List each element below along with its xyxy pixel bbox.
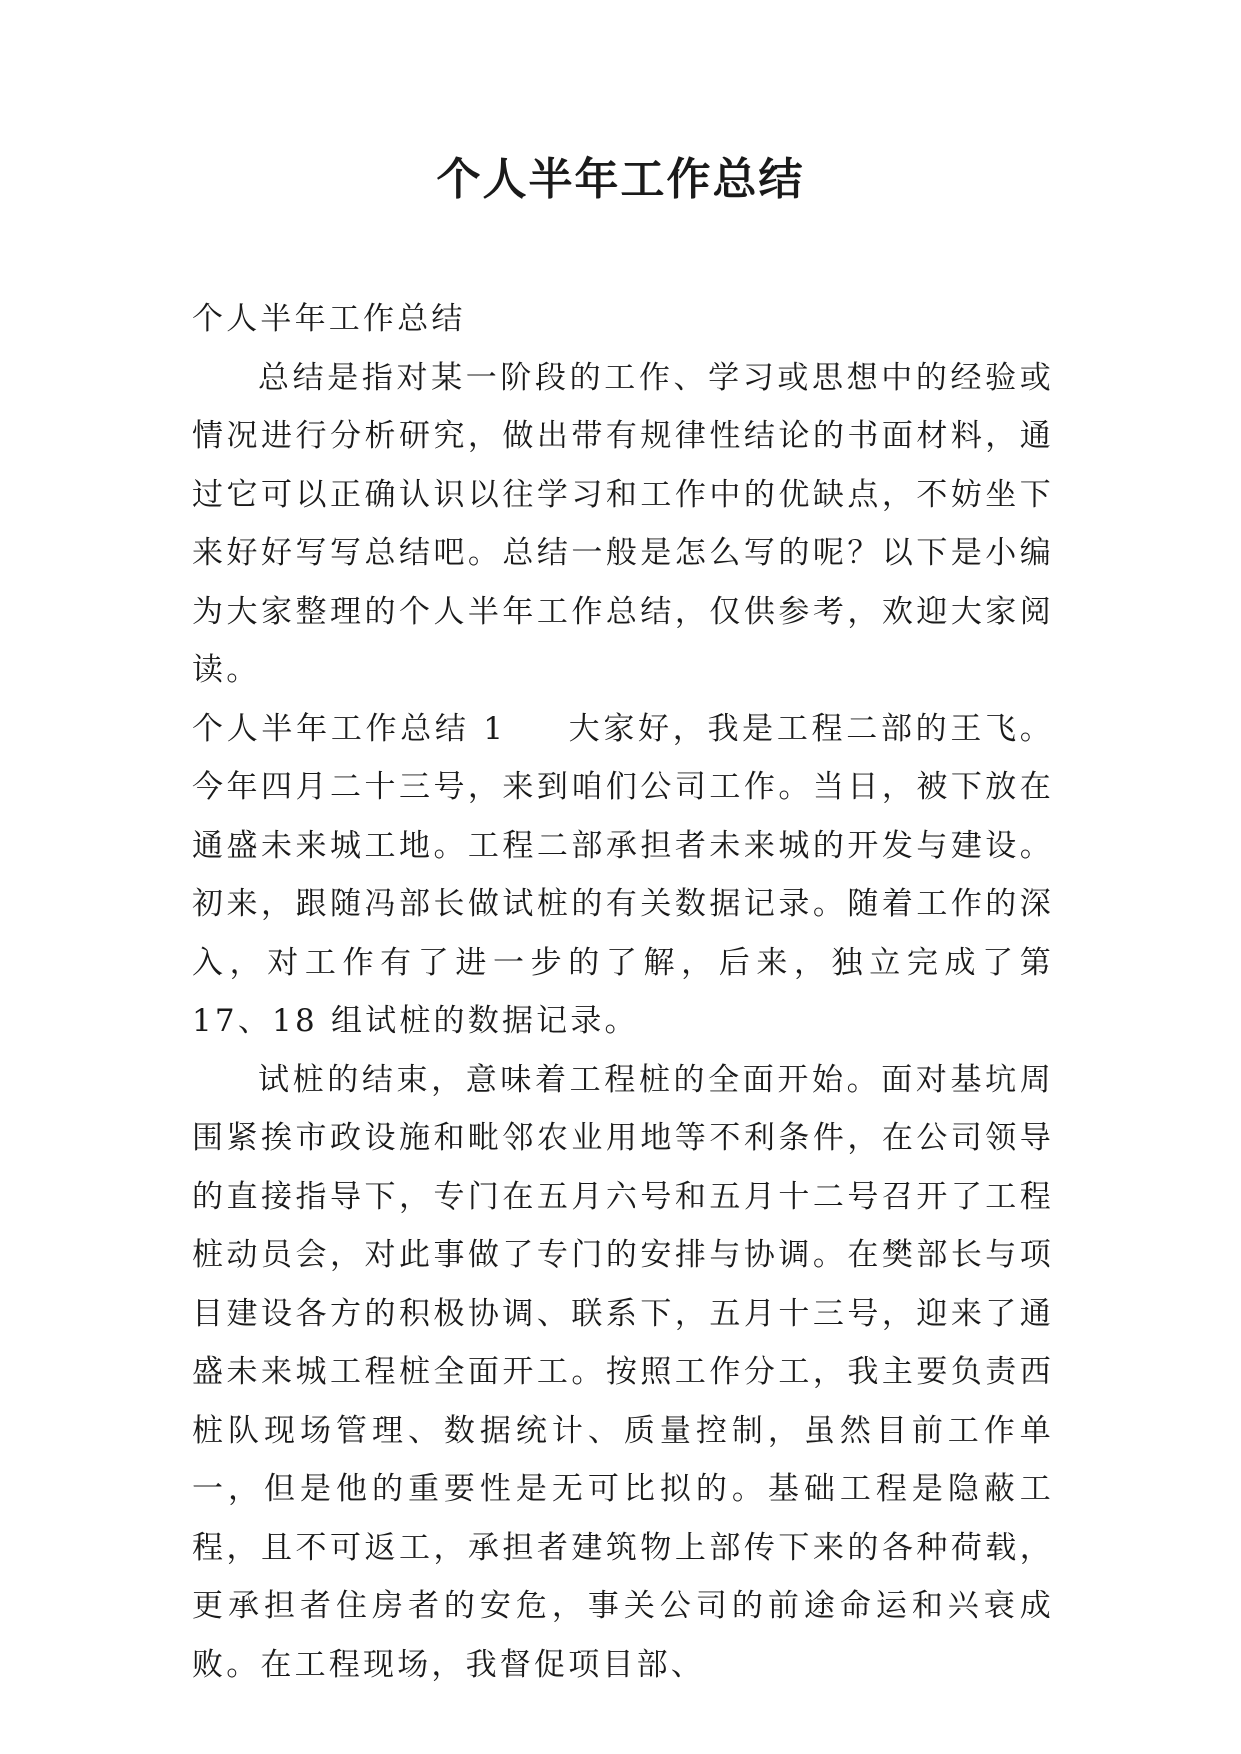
intro-paragraph: 总结是指对某一阶段的工作、学习或思想中的经验或情况进行分析研究，做出带有规律性结论的书面材料，通过它可以正确认识以往学习和工作中的优缺点，不妨坐下来好好写写总结吧。总结一般是怎么写的呢？以下是小编为大家整理的个人半年工作总结，仅供参考，欢迎大家阅读。 bbox=[192, 359, 1054, 688]
body-paragraph-2: 试桩的结束，意味着工程桩的全面开始。面对基坑周围紧挨市政设施和毗邻农业用地等不利条件，在公司领导的直接指导下，专门在五月六号和五月十二号召开了工程桩动员会，对此事做了专门的安排与协调。在樊部长与项目建设各方的积极协调、联系下，五月十三号，迎来了通盛未来城工程桩全面开工。按照工作分工，我主要负责西桩队现场管理、数据统计、质量控制，虽然目前工作单一，但是他的重要性是无可比拟的。基础工程是隐蔽工程，且不可返工，承担者建筑物上部传下来的各种荷载，更承担者住房者的安危，事关公司的前途命运和兴衰成败。在工程现场，我督促项目部、 bbox=[192, 1061, 1054, 1683]
section-heading: 个人半年工作总结 1 bbox=[192, 710, 507, 747]
document-title: 个人半年工作总结 bbox=[436, 154, 805, 205]
section-1 bbox=[192, 700, 1054, 1051]
section-lead-text: 大家好，我是工程二部的王飞。今年四月二十三号，来到咱们公司工作。当日，被下放在通盛未来城工地。工程二部承担者未来城的开发与建设。初来，跟随冯部长做试桩的有关数据记录。随着工作的深入，对工作有了进一步的了解，后来，独立完成了第 17、18 组试桩的数据记录。 bbox=[192, 710, 1054, 1039]
document-subtitle: 个人半年工作总结 bbox=[192, 301, 466, 337]
document-body bbox=[192, 290, 1054, 1694]
